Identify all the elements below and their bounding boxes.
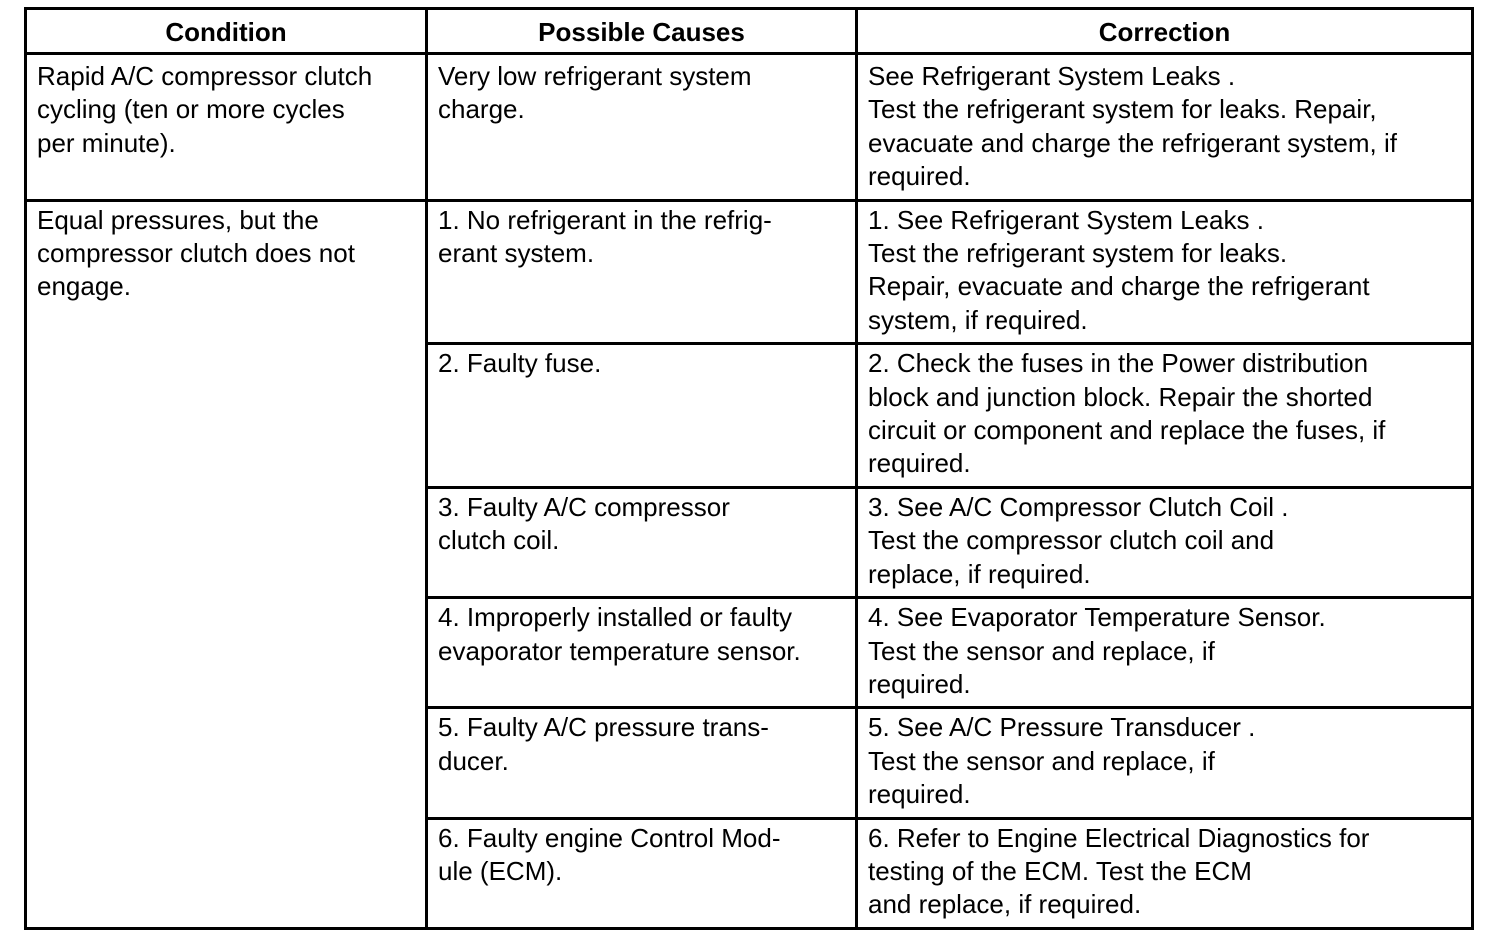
correction-cell: 2. Check the fuses in the Power distribution block and junction block. Repair the shorted circuit or component and replace the fuses, if required. <box>857 344 1473 488</box>
table-row <box>26 54 1473 201</box>
cause-cell: 1. No refrigerant in the refrig- erant system. <box>427 200 857 344</box>
cause-cell: Very low refrigerant system charge. <box>427 54 857 201</box>
correction-cell: See Refrigerant System Leaks . Test the refrigerant system for leaks. Repair, evacuate and charge the refrigerant system, if required. <box>857 54 1473 201</box>
header-condition: Condition <box>26 9 427 54</box>
diagnosis-table-container <box>24 7 1471 930</box>
cause-cell: 6. Faulty engine Control Mod- ule (ECM). <box>427 818 857 928</box>
cause-cell: 2. Faulty fuse. <box>427 344 857 488</box>
header-correction: Correction <box>857 9 1473 54</box>
correction-cell: 3. See A/C Compressor Clutch Coil . Test the compressor clutch coil and replace, if required. <box>857 487 1473 597</box>
table-header-row <box>26 9 1473 54</box>
table-row <box>26 200 1473 344</box>
cause-cell: 3. Faulty A/C compressor clutch coil. <box>427 487 857 597</box>
condition-cell: Equal pressures, but the compressor clutch does not engage. <box>26 200 427 928</box>
correction-cell: 5. See A/C Pressure Transducer . Test the sensor and replace, if required. <box>857 708 1473 818</box>
correction-cell: 6. Refer to Engine Electrical Diagnostics for testing of the ECM. Test the ECM and replace, if required. <box>857 818 1473 928</box>
correction-cell: 4. See Evaporator Temperature Sensor. Test the sensor and replace, if required. <box>857 598 1473 708</box>
header-possible-causes: Possible Causes <box>427 9 857 54</box>
correction-cell: 1. See Refrigerant System Leaks . Test the refrigerant system for leaks. Repair, evacuate and charge the refrigerant system, if required. <box>857 200 1473 344</box>
cause-cell: 5. Faulty A/C pressure trans- ducer. <box>427 708 857 818</box>
cause-cell: 4. Improperly installed or faulty evaporator temperature sensor. <box>427 598 857 708</box>
condition-cell: Rapid A/C compressor clutch cycling (ten or more cycles per minute). <box>26 54 427 201</box>
diagnosis-table <box>24 7 1474 930</box>
